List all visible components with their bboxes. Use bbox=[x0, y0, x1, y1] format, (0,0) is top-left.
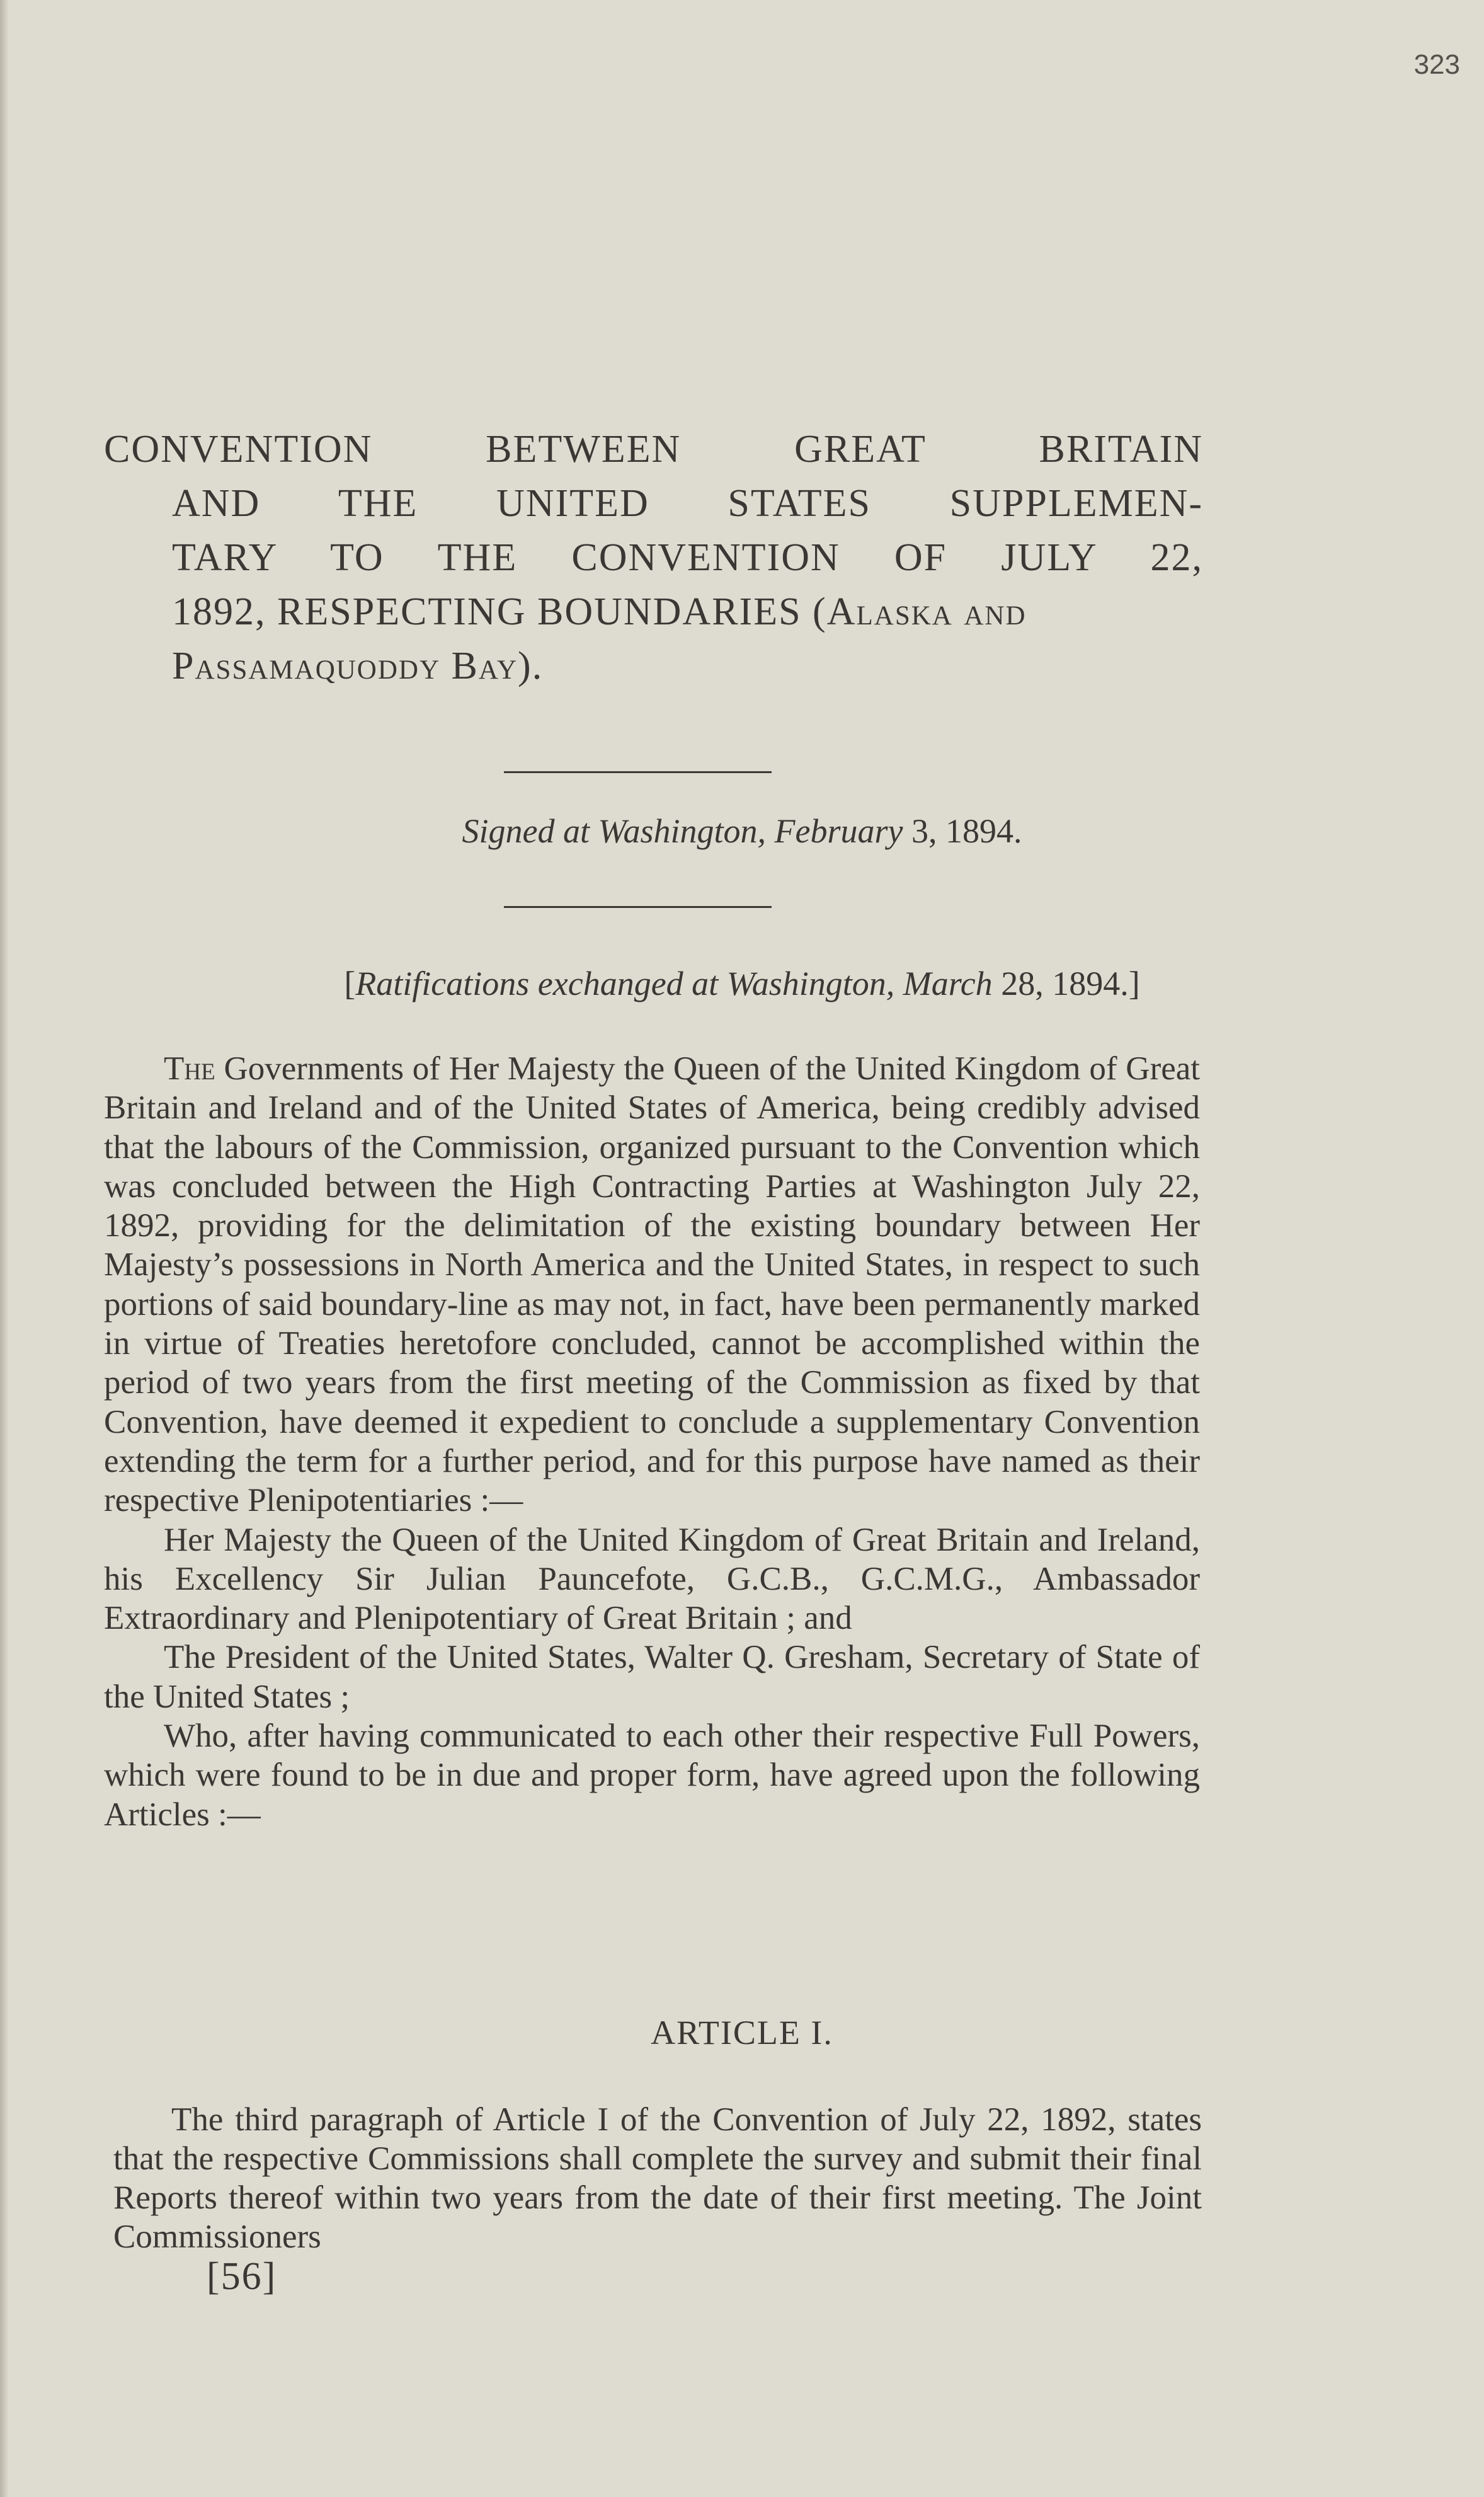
document-title bbox=[104, 422, 1203, 693]
preamble-paragraph-3: The President of the United States, Walter Q. Gresham, Secretary of State of the United States ; bbox=[104, 1639, 1200, 1715]
ratifications-italic: Ratifications exchanged at Washington, March bbox=[355, 965, 993, 1002]
title-line-4 bbox=[104, 585, 1203, 639]
preamble-lead-word: The bbox=[164, 1050, 215, 1087]
ratifications-open-bracket: [ bbox=[344, 965, 356, 1002]
title-line-1: CONVENTION BETWEEN GREAT BRITAIN bbox=[104, 428, 1203, 471]
page-number: 323 bbox=[1413, 49, 1460, 80]
title-line-5-end: ). bbox=[518, 645, 544, 687]
preamble-paragraph-1-text: Governments of Her Majesty the Queen of the United Kingdom of Great Britain and Ireland and of the United States of America, being credibly advised that the labours of the Commission, organized pursuant to the Convention which was concluded between the High Contracting Parties at Washington July 22, 1892, providing for the delimitation of the existing boundary between Her Majesty’s possessions in North America and the United States, in respect to such portions of said boundary-line as may not, in fact, have been permanently marked in virtue of Treaties heretofore concluded, cannot be accomplished within the period of two years from the first meeting of the Commission as fixed by that Convention, have deemed it expedient to conclude a supplementary Convention extending the term for a further period, and for this purpose have named as their respective Plenipotentiaries :— bbox=[104, 1050, 1200, 1519]
signed-line bbox=[0, 812, 1484, 851]
title-line-2: AND THE UNITED STATES SUPPLEMEN- bbox=[172, 482, 1203, 525]
page-edge bbox=[0, 0, 9, 2497]
preamble bbox=[104, 1049, 1200, 1834]
signed-italic: Signed at Washington, February bbox=[462, 812, 903, 850]
printer-signature-mark: [56] bbox=[207, 2255, 277, 2298]
preamble-paragraph-4: Who, after having communicated to each other their respective Full Powers, which were found to be in due and proper form, have agreed upon the following Articles :— bbox=[104, 1718, 1200, 1833]
preamble-paragraph-1 bbox=[104, 1049, 1200, 1520]
preamble-paragraph-2: Her Majesty the Queen of the United Kingdom of Great Britain and Ireland, his Excellency Sir Julian Pauncefote, G.C.B., G.C.M.G., Ambassador Extraordinary and Plenipotentiary of Great Britain ; and bbox=[104, 1521, 1200, 1637]
article-1-text: The third paragraph of Article I of the Convention of July 22, 1892, states that the respective Commissions shall complete the survey and submit their final Reports thereof within two years from the date of their first meeting. The Joint Commissioners bbox=[113, 2101, 1202, 2255]
divider-rule-top bbox=[504, 771, 772, 773]
title-line-4-small-caps: Alaska and bbox=[826, 590, 1027, 633]
signed-date: 3, 1894. bbox=[903, 812, 1022, 850]
ratifications-date: 28, 1894.] bbox=[992, 965, 1140, 1002]
title-line-5-small-caps: Passamaquoddy Bay bbox=[172, 645, 518, 687]
divider-rule-bottom bbox=[504, 906, 772, 908]
title-line-5 bbox=[104, 639, 1203, 693]
article-1-heading: ARTICLE I. bbox=[651, 2014, 833, 2052]
title-line-4-main: 1892, RESPECTING BOUNDARIES ( bbox=[172, 590, 827, 633]
ratifications-line bbox=[0, 964, 1484, 1003]
title-line-3: TARY TO THE CONVENTION OF JULY 22, bbox=[172, 536, 1203, 579]
